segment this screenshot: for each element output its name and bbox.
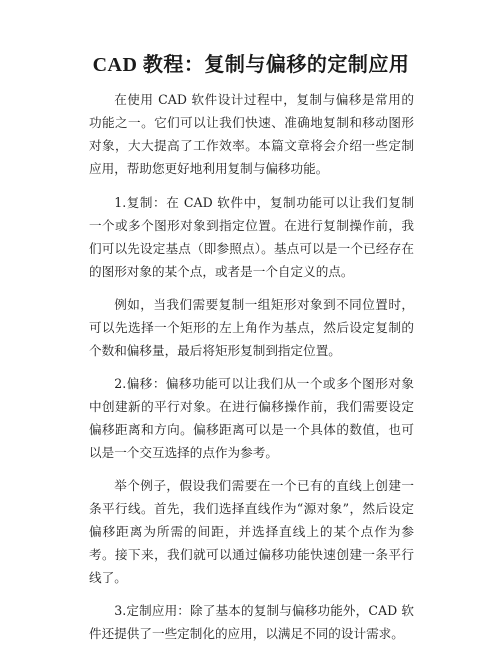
paragraph-offset-example: 举个例子，假设我们需要在一个已有的直线上创建一条平行线。首先，我们选择直线作为“源对象”，然后设定偏移距离为所需的间距，并选择直线上的某个点作为参考。接下来，我们就可以通过偏移功能快速创建一条平行线了。 — [89, 478, 414, 585]
paragraph-copy-example: 例如，当我们需要复制一组矩形对象到不同位置时，可以先选择一个矩形的左上角作为基点，然后设定复制的个数和偏移量，最后将矩形复制到指定位置。 — [89, 297, 414, 358]
paragraph-copy: 1.复制：在 CAD 软件中，复制功能可以让我们复制一个或多个图形对象到指定位置。在进行复制操作前，我们可以先设定基点（即参照点）。基点可以是一个已经存在的图形对象的某个点，或者是一个自定义的点。 — [89, 195, 414, 279]
paragraph-custom-applications: 3.定制应用：除了基本的复制与偏移功能外，CAD 软件还提供了一些定制化的应用，以满足不同的设计需求。 — [89, 603, 414, 641]
paragraph-intro: 在使用 CAD 软件设计过程中，复制与偏移是常用的功能之一。它们可以让我们快速、准确地复制和移动图形对象，大大提高了工作效率。本篇文章将会介绍一些定制应用，帮助您更好地利用复制与偏移功能。 — [89, 92, 414, 176]
document-title: CAD 教程：复制与偏移的定制应用 — [92, 54, 410, 76]
paragraph-offset: 2.偏移：偏移功能可以让我们从一个或多个图形对象中创建新的平行对象。在进行偏移操作前，我们需要设定偏移距离和方向。偏移距离可以是一个具体的数值，也可以是一个交互选择的点作为参考。 — [89, 376, 414, 460]
